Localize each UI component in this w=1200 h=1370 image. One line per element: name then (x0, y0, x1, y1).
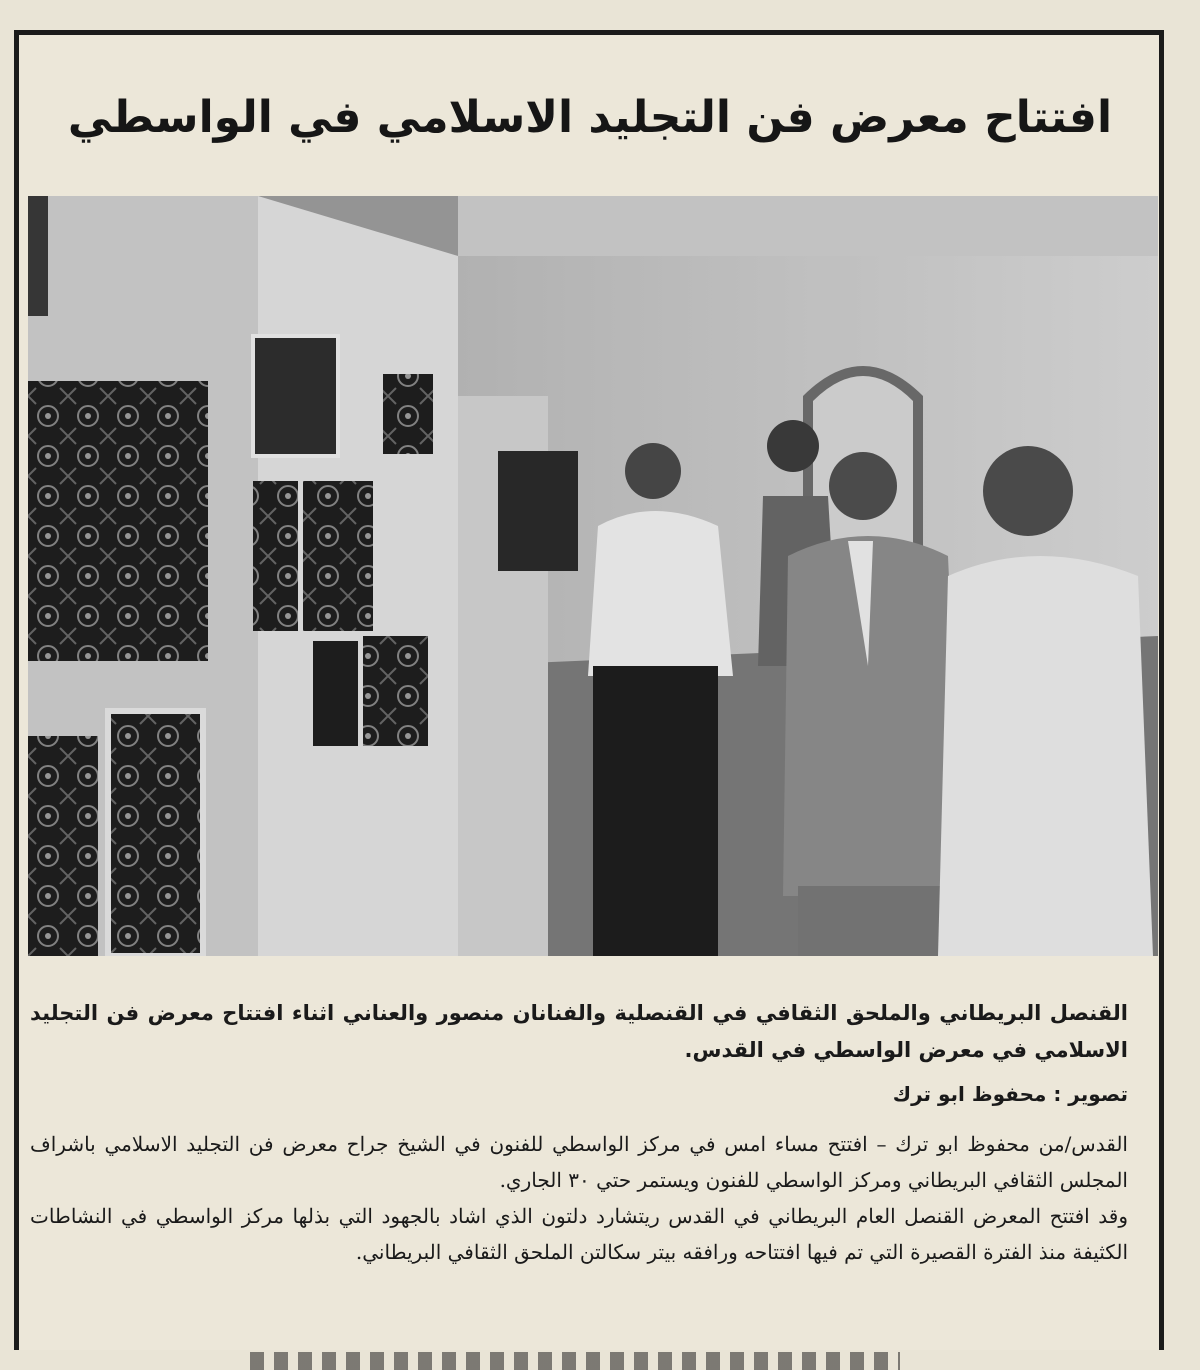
photo-caption: القنصل البريطاني والملحق الثقافي في القنصلية والفنانان منصور والعناني اثناء افتتاح معرض فن التجليد الاسلامي في معرض الواسطي في القدس. (30, 1001, 1128, 1062)
article-body (30, 1126, 1128, 1270)
photo-illustration (28, 196, 1158, 956)
exhibition-photo (28, 196, 1158, 956)
headline: افتتاح معرض فن التجليد الاسلامي في الواسطي (67, 92, 1113, 143)
article-paragraph: القدس/من محفوظ ابو ترك – افتتح مساء امس في مركز الواسطي للفنون في الشيخ جراح معرض فن التجليد الاسلامي باشراف المجلس الثقافي البريطاني ومركز الواسطي للفنون ويستمر حتي ٣٠ الجاري. (30, 1132, 1128, 1192)
article-paragraph: وقد افتتح المعرض القنصل العام البريطاني في القدس ريتشارد دلتون الذي اشاد بالجهود التي بذلها مركز الواسطي في النشاطات الكثيفة منذ الفترة القصيرة التي تم فيها افتتاحه ورافقه بيتر سكالتن الملحق الثقافي البريطاني. (30, 1204, 1128, 1264)
photo-credit: تصوير : محفوظ ابو ترك (892, 1082, 1128, 1106)
cut-next-article-fragment (250, 1352, 900, 1370)
